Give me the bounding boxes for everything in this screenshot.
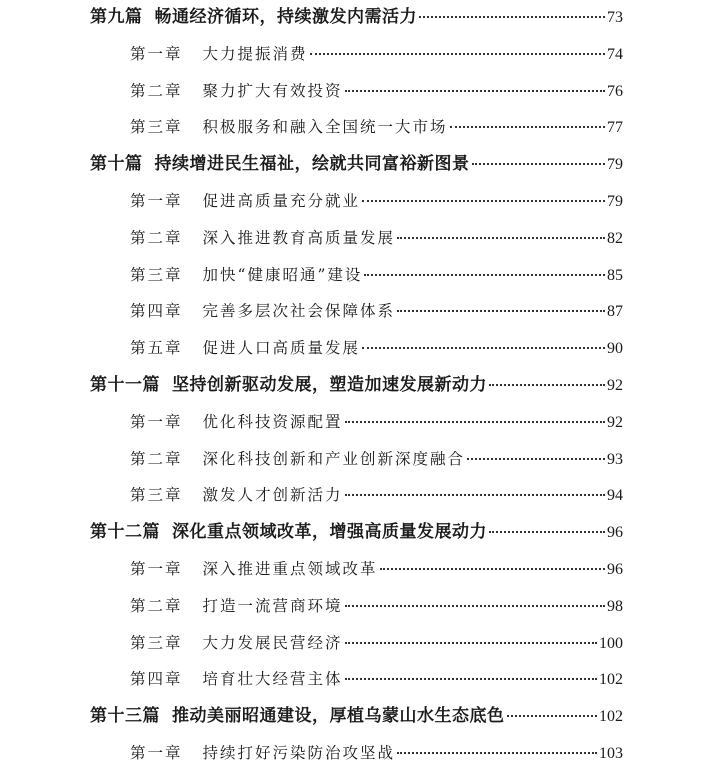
entry-title: 加快“健康昭通”建设 <box>202 265 363 284</box>
dot-leader <box>345 90 605 92</box>
page-number: 74 <box>607 45 623 63</box>
dot-leader <box>310 53 605 55</box>
page-number: 79 <box>607 193 623 210</box>
entry-number: 第十二篇 <box>90 522 160 543</box>
page-number: 87 <box>607 303 623 321</box>
dot-leader <box>397 237 605 239</box>
toc-chapter-entry[interactable] <box>130 554 623 584</box>
toc-chapter-entry[interactable] <box>130 260 623 290</box>
entry-number: 第九篇 <box>90 7 143 27</box>
page-number: 96 <box>607 561 623 578</box>
toc-chapter-entry[interactable] <box>130 296 623 326</box>
page-number: 92 <box>607 413 623 431</box>
toc-chapter-entry[interactable] <box>130 186 623 216</box>
page-number: 92 <box>607 377 623 394</box>
entry-number: 第一章 <box>130 192 183 210</box>
page-number: 94 <box>607 487 623 505</box>
page-number: 76 <box>607 82 623 100</box>
entry-title: 大力发展民营经济 <box>202 633 343 652</box>
toc-part-entry[interactable] <box>90 701 623 731</box>
entry-number: 第十一篇 <box>90 375 160 395</box>
entry-number: 第三章 <box>130 486 183 505</box>
dot-leader <box>345 421 605 423</box>
entry-number: 第十篇 <box>90 154 143 175</box>
dot-leader <box>507 715 598 717</box>
dot-leader <box>380 568 605 570</box>
entry-title: 持续增进民生福祉，绘就共同富裕新图景 <box>154 154 470 175</box>
toc-chapter-entry[interactable] <box>130 591 623 621</box>
dot-leader <box>362 347 605 349</box>
dot-leader <box>364 274 605 276</box>
page-number: 82 <box>607 229 623 247</box>
entry-title: 坚持创新驱动发展，塑造加速发展新动力 <box>172 375 487 395</box>
dot-leader <box>489 384 605 386</box>
dot-leader <box>345 642 597 644</box>
toc-chapter-entry[interactable] <box>130 407 623 437</box>
entry-number: 第一章 <box>130 744 183 762</box>
dot-leader <box>419 16 605 18</box>
toc-chapter-entry[interactable] <box>130 628 623 658</box>
entry-title: 完善多层次社会保障体系 <box>202 302 396 321</box>
page-number: 103 <box>599 745 623 762</box>
toc-part-entry[interactable] <box>90 370 623 400</box>
page-number: 102 <box>599 708 623 726</box>
toc-chapter-entry[interactable] <box>130 333 623 363</box>
entry-title: 深入推进教育高质量发展 <box>202 228 396 247</box>
page-number: 93 <box>607 450 623 468</box>
entry-title: 优化科技资源配置 <box>202 412 343 431</box>
entry-number: 第三章 <box>130 633 183 652</box>
entry-title: 聚力扩大有效投资 <box>202 81 343 100</box>
entry-title: 培育壮大经营主体 <box>202 670 343 689</box>
dot-leader <box>345 605 605 607</box>
toc-chapter-entry[interactable] <box>130 76 623 106</box>
page-number: 100 <box>599 634 623 652</box>
entry-title: 促进人口高质量发展 <box>202 339 361 358</box>
entry-number: 第三章 <box>130 265 183 284</box>
toc-part-entry[interactable] <box>90 517 623 547</box>
toc-chapter-entry[interactable] <box>130 112 623 142</box>
toc-chapter-entry[interactable] <box>130 664 623 694</box>
entry-number: 第五章 <box>130 339 183 358</box>
dot-leader <box>397 310 605 312</box>
entry-number: 第三章 <box>130 118 183 137</box>
entry-number: 第一章 <box>130 412 183 431</box>
entry-title: 持续打好污染防治攻坚战 <box>202 744 396 762</box>
dot-leader <box>450 126 605 128</box>
entry-number: 第二章 <box>130 81 183 100</box>
entry-title: 激发人才创新活力 <box>202 486 343 505</box>
entry-number: 第一章 <box>130 44 183 63</box>
dot-leader <box>397 752 597 754</box>
entry-number: 第一章 <box>130 560 183 578</box>
page-number: 98 <box>607 597 623 615</box>
page-number: 85 <box>607 266 623 284</box>
entry-title: 深化重点领域改革，增强高质量发展动力 <box>172 522 487 543</box>
entry-title: 促进高质量充分就业 <box>202 192 361 210</box>
entry-title: 深入推进重点领域改革 <box>202 560 378 578</box>
dot-leader <box>345 678 597 680</box>
dot-leader <box>472 163 606 165</box>
entry-title: 打造一流营商环境 <box>202 596 343 615</box>
toc-chapter-entry[interactable] <box>130 738 623 768</box>
dot-leader <box>345 494 605 496</box>
entry-number: 第四章 <box>130 302 183 321</box>
entry-number: 第十三篇 <box>90 706 160 727</box>
entry-title: 深化科技创新和产业创新深度融合 <box>202 449 466 468</box>
page-number: 90 <box>607 340 623 358</box>
entry-number: 第二章 <box>130 228 183 247</box>
page-number: 77 <box>607 119 623 137</box>
toc-chapter-entry[interactable] <box>130 444 623 474</box>
entry-title: 积极服务和融入全国统一大市场 <box>202 118 448 137</box>
page-number: 79 <box>607 156 623 174</box>
page-number: 73 <box>607 9 623 26</box>
toc-part-entry[interactable] <box>90 149 623 179</box>
toc-chapter-entry[interactable] <box>130 480 623 510</box>
entry-title: 畅通经济循环，持续激发内需活力 <box>154 7 417 27</box>
entry-number: 第二章 <box>130 449 183 468</box>
dot-leader <box>362 200 605 202</box>
toc-part-entry[interactable] <box>90 2 623 32</box>
entry-title: 推动美丽昭通建设，厚植乌蒙山水生态底色 <box>172 706 505 727</box>
entry-number: 第二章 <box>130 596 183 615</box>
entry-number: 第四章 <box>130 670 183 689</box>
dot-leader <box>489 531 605 533</box>
toc-chapter-entry[interactable] <box>130 223 623 253</box>
toc-chapter-entry[interactable] <box>130 39 623 69</box>
dot-leader <box>467 458 605 460</box>
page-number: 96 <box>607 524 623 542</box>
entry-title: 大力提振消费 <box>202 44 308 63</box>
page-number: 102 <box>599 671 623 689</box>
